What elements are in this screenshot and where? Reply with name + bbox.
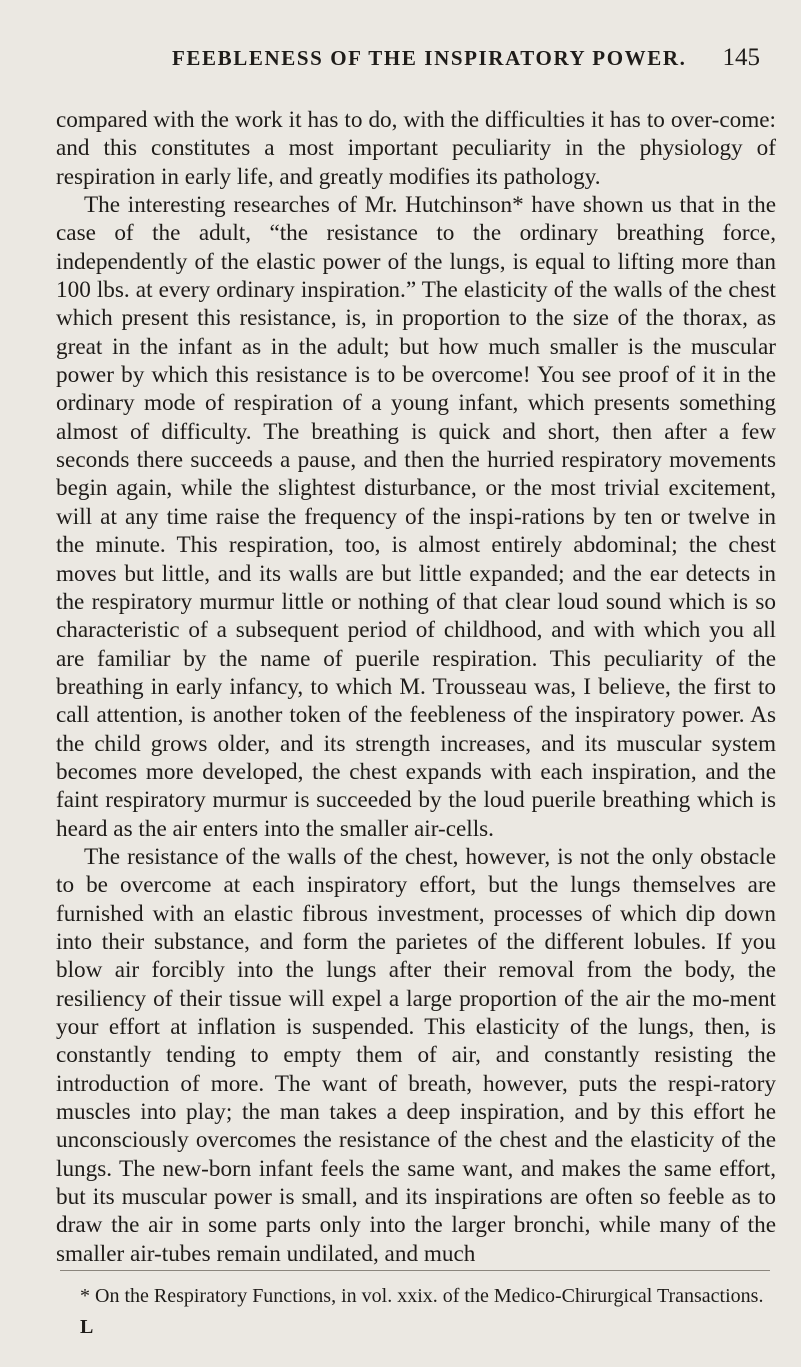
page-header bbox=[60, 46, 760, 76]
body-text bbox=[56, 106, 776, 1268]
paragraph-1: compared with the work it has to do, with the difficulties it has to over-come: and this constitutes a most important peculiarity in the physiology of respiration in early life, and greatly modifies its pathology. bbox=[56, 107, 776, 190]
paragraph-3: The resistance of the walls of the chest, however, is not the only obstacle to be overcome at each inspiratory effort, but the lungs themselves are furnished with an elastic fibrous investment, processes of which dip down into their substance, and form the parietes of the different lobules. If you blow air forcibly into the lungs after their removal from the body, the resiliency of their tissue will expel a large proportion of the air the mo-ment your effort at inflation is suspended. This elasticity of the lungs, then, is constantly tending to empty them of air, and constantly resisting the introduction of more. The want of breath, however, puts the respi-ratory muscles into play; the man takes a deep inspiration, and by this effort he unconsciously overcomes the resistance of the chest and the elasticity of the lungs. The new-born infant feels the same want, and makes the same effort, but its muscular power is small, and its inspirations are often so feeble as to draw the air in some parts only into the larger bronchi, while many of the smaller air-tubes remain undilated, and much bbox=[56, 843, 776, 1267]
footnote: * On the Respiratory Functions, in vol. xxix. of the Medico-Chirurgical Transactions. bbox=[80, 1285, 764, 1307]
paragraph-2: The interesting researches of Mr. Hutchinson* have shown us that in the case of the adult, “the resistance to the ordinary breathing force, independently of the elastic power of the lungs, is equal to lifting more than 100 lbs. at every ordinary inspiration.” The elasticity of the walls of the chest which present this resistance, is, in proportion to the size of the thorax, as great in the infant as in the adult; but how much smaller is the muscular power by which this resistance is to be overcome! You see proof of it in the ordinary mode of respiration of a young infant, which presents something almost of difficulty. The breathing is quick and short, then after a few seconds there succeeds a pause, and then the hurried respiratory movements begin again, while the slightest disturbance, or the most trivial excitement, will at any time raise the frequency of the inspi-rations by ten or twelve in the minute. This respiration, too, is almost entirely abdominal; the chest moves but little, and its walls are but little expanded; and the ear detects in the respiratory murmur little or nothing of that clear loud sound which is so characteristic of a subsequent period of childhood, and with which you all are familiar by the name of puerile respiration. This peculiarity of the breathing in early infancy, to which M. Trousseau was, I believe, the first to call attention, is another token of the feebleness of the inspiratory power. As the child grows older, and its strength increases, and its muscular system becomes more developed, the chest expands with each inspiration, and the faint respiratory murmur is succeeded by the loud puerile breathing which is heard as the air enters into the smaller air-cells. bbox=[56, 192, 776, 842]
page-number: 145 bbox=[722, 44, 760, 71]
footnote-divider bbox=[60, 1270, 770, 1271]
signature-mark: L bbox=[80, 1316, 94, 1338]
running-head: FEEBLENESS OF THE INSPIRATORY POWER. bbox=[172, 46, 687, 70]
